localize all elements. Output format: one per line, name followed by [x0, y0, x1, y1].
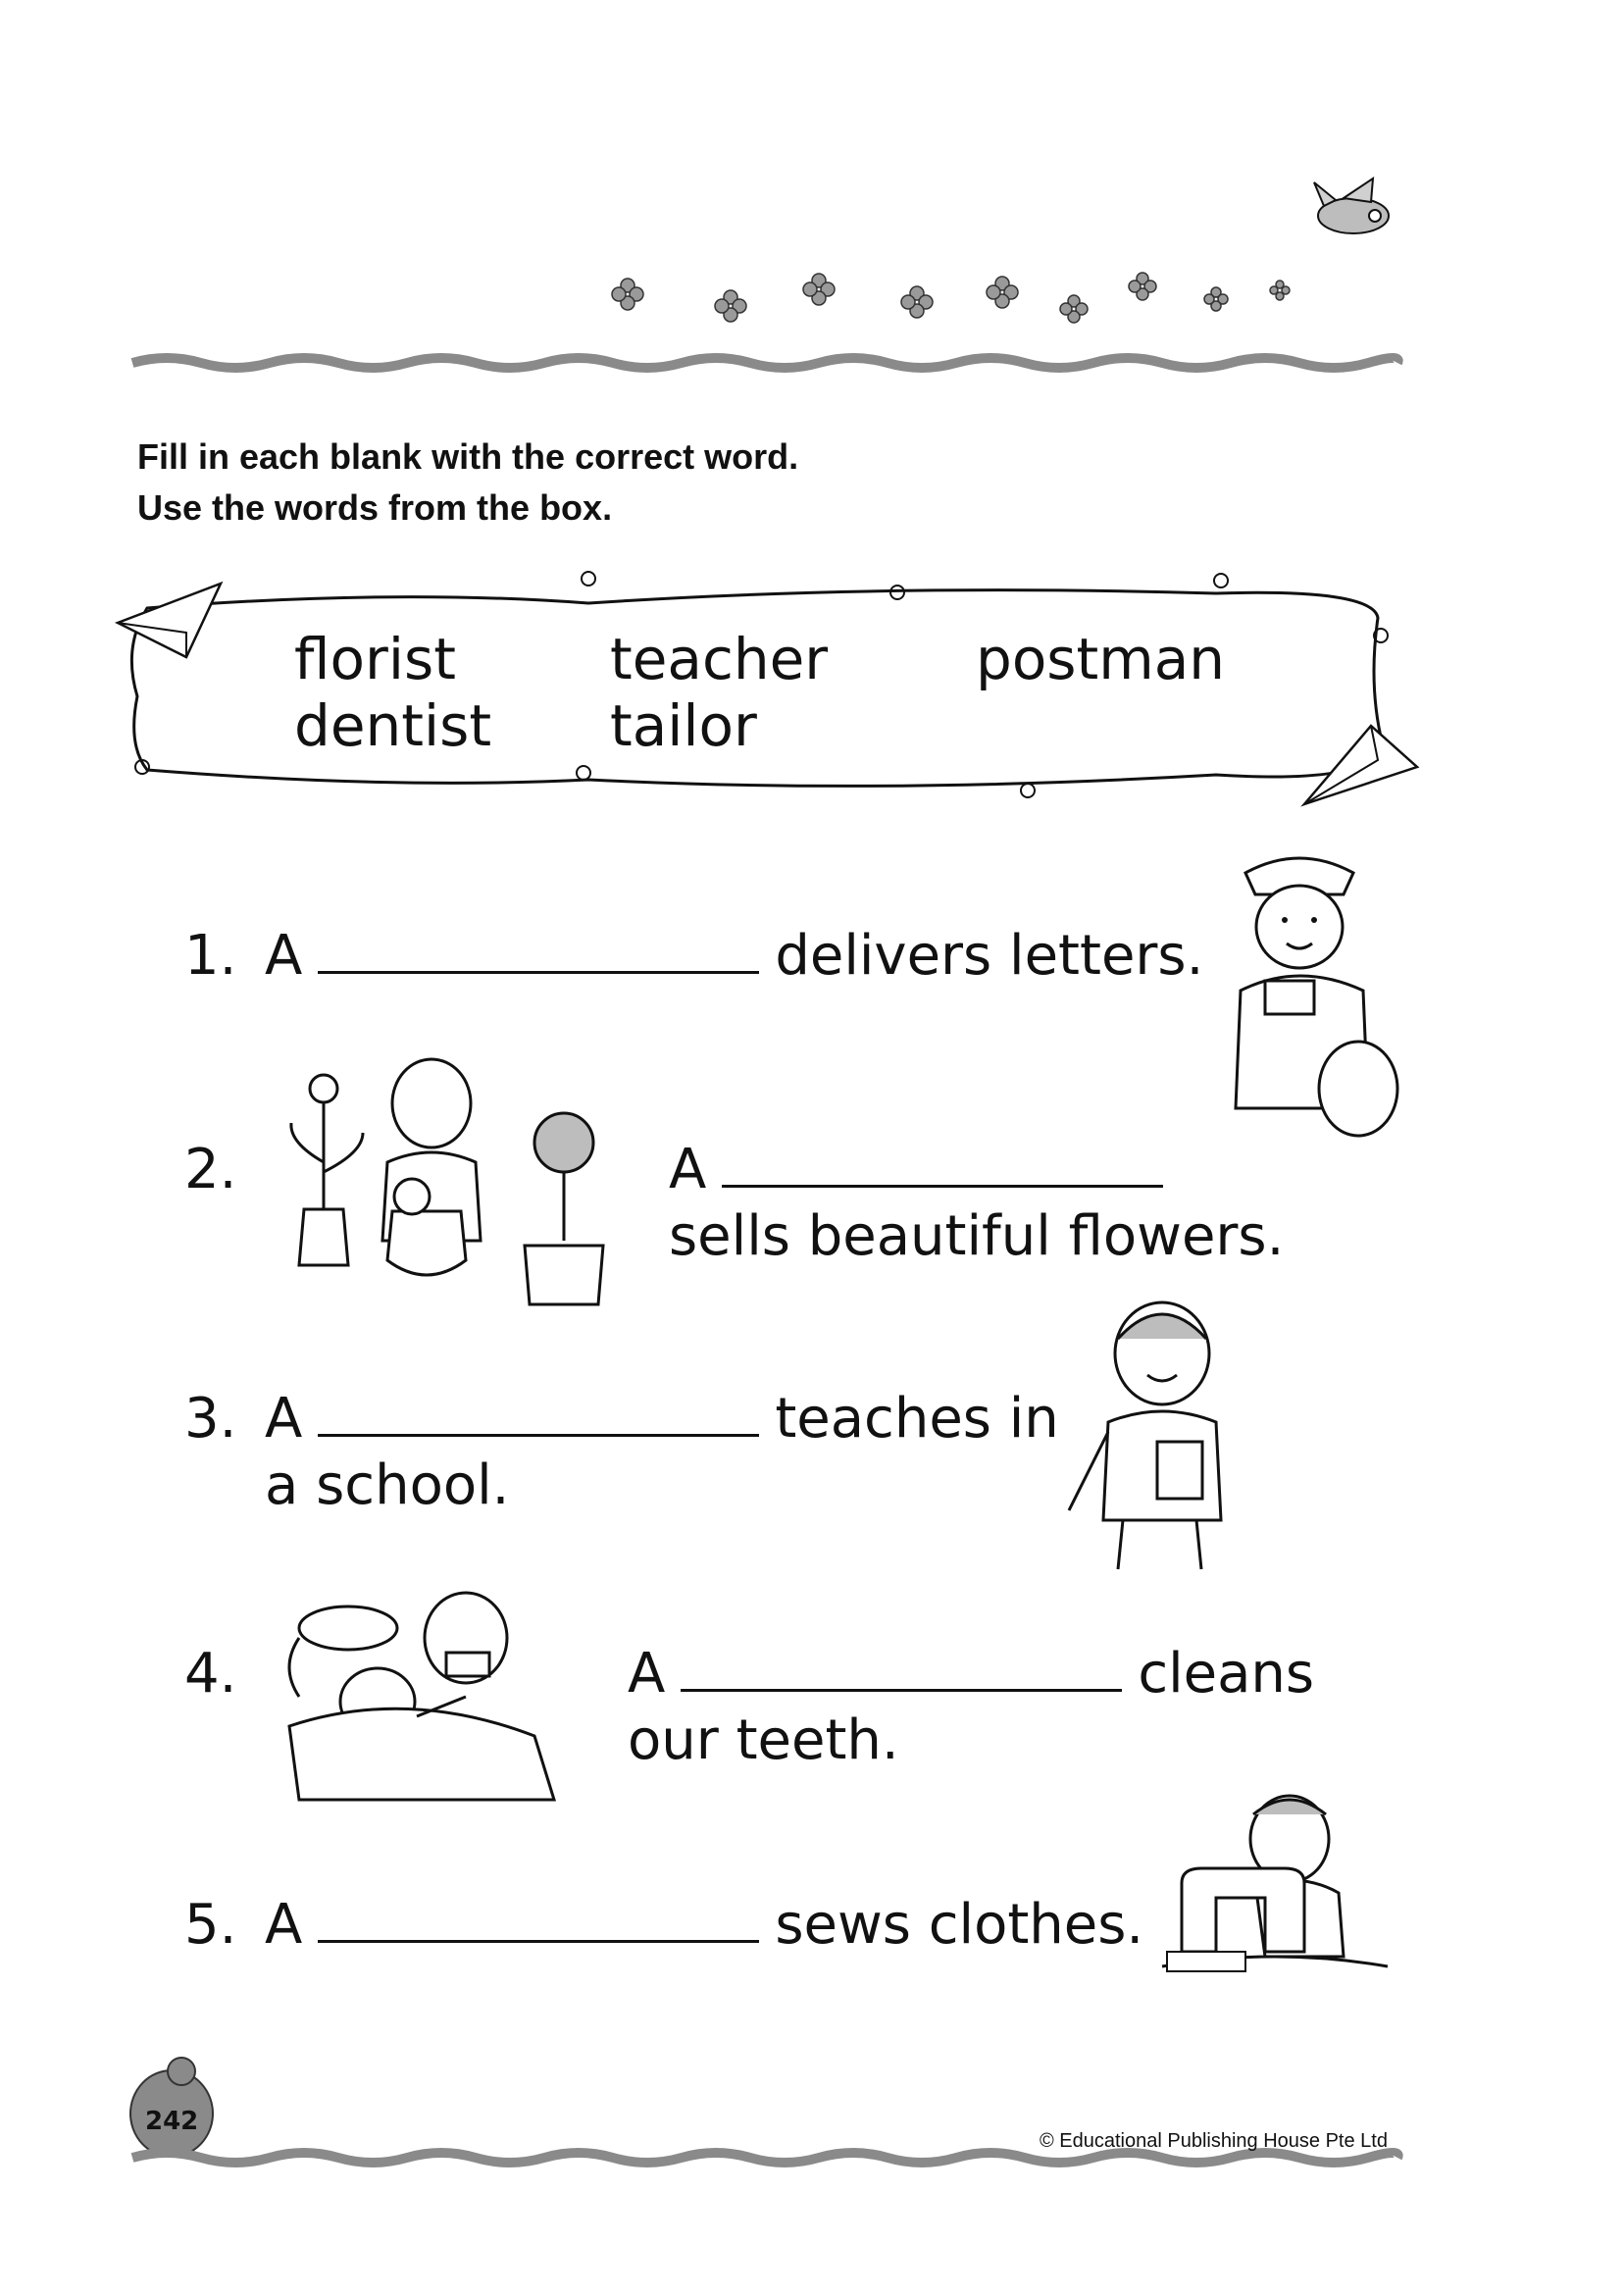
question-article: A — [669, 1138, 707, 1201]
top-wavy-rule — [132, 358, 1398, 368]
word-teacher: teacher — [610, 626, 829, 692]
header-decoration — [0, 0, 1624, 412]
answer-blank-4[interactable] — [681, 1646, 1122, 1692]
word-dentist: dentist — [294, 692, 492, 759]
question-text: delivers letters. — [775, 924, 1204, 988]
teacher-icon — [1049, 1285, 1265, 1579]
question-1 — [184, 922, 1203, 991]
dentist-icon — [270, 1589, 584, 1824]
question-2 — [184, 1136, 265, 1204]
question-3 — [184, 1385, 1059, 1453]
answer-blank-3[interactable] — [318, 1391, 759, 1437]
question-2-line-2: sells beautiful flowers. — [669, 1204, 1285, 1268]
tailor-icon — [1157, 1785, 1393, 1981]
question-number: 2. — [184, 1138, 237, 1201]
word-florist: florist — [294, 626, 456, 692]
flower-trail-icon — [612, 273, 1290, 323]
answer-blank-5[interactable] — [318, 1897, 759, 1943]
copyright-notice: © Educational Publishing House Pte Ltd — [1040, 2130, 1388, 2152]
word-tailor: tailor — [610, 692, 757, 759]
question-article: A — [265, 1387, 303, 1451]
question-4 — [184, 1640, 265, 1708]
footer-decoration — [0, 2050, 1624, 2187]
instruction-line-2: Use the words from the box. — [137, 487, 613, 528]
question-5 — [184, 1891, 1143, 1960]
paper-plane-right-icon — [1304, 726, 1417, 804]
question-text: cleans — [1138, 1642, 1315, 1706]
instruction-line-1: Fill in each blank with the correct word. — [137, 436, 799, 477]
question-number: 1. — [184, 924, 237, 988]
question-text: sews clothes. — [775, 1893, 1144, 1957]
word-postman: postman — [976, 626, 1226, 692]
question-2-line-1 — [669, 1136, 1179, 1204]
bottom-wavy-rule — [132, 2153, 1398, 2163]
question-4-line-2: our teeth. — [628, 1708, 899, 1772]
question-number: 4. — [184, 1642, 237, 1706]
question-4-line-1 — [628, 1640, 1314, 1708]
answer-blank-1[interactable] — [318, 928, 759, 974]
page-number: 242 — [145, 2107, 199, 2136]
question-article: A — [265, 924, 303, 988]
airplane-icon — [1314, 178, 1389, 233]
question-number: 3. — [184, 1387, 237, 1451]
question-3-line-2: a school. — [265, 1453, 510, 1517]
instructions — [137, 432, 798, 534]
question-article: A — [265, 1893, 303, 1957]
question-number: 5. — [184, 1893, 237, 1957]
question-text: teaches in — [775, 1387, 1059, 1451]
florist-icon — [270, 1045, 642, 1309]
question-article: A — [628, 1642, 666, 1706]
answer-blank-2[interactable] — [722, 1142, 1163, 1188]
postman-icon — [1196, 834, 1402, 1147]
